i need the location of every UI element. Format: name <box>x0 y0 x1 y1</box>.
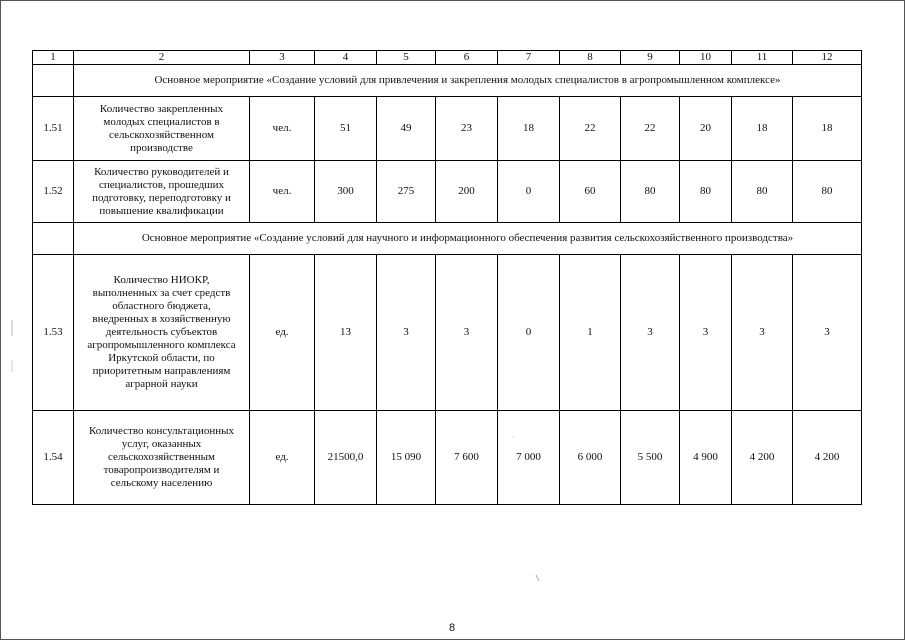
name-line: сельскохозяйственном <box>109 128 214 141</box>
unit-cell: чел. <box>250 161 315 223</box>
value-cell: 3 <box>621 255 680 411</box>
value-cell: 200 <box>436 161 498 223</box>
header-cell: 11 <box>732 51 793 65</box>
unit-cell: ед. <box>250 411 315 505</box>
value-cell: 13 <box>315 255 377 411</box>
name-line: областного бюджета, <box>112 300 211 312</box>
value-cell: 80 <box>732 161 793 223</box>
value-cell: 0 <box>498 161 560 223</box>
name-line: приоритетным направлениям <box>92 365 231 377</box>
value-cell: 80 <box>793 161 862 223</box>
value-cell: 4 200 <box>793 411 862 505</box>
header-row <box>33 51 862 65</box>
value-cell: 21500,0 <box>315 411 377 505</box>
indicator-name <box>74 255 250 411</box>
table-row <box>33 161 862 223</box>
value-cell: 3 <box>680 255 732 411</box>
value-cell: 7 000 <box>498 411 560 505</box>
table-row <box>33 255 862 411</box>
value-cell: 4 900 <box>680 411 732 505</box>
section-number-cell <box>33 223 74 255</box>
indicator-name <box>74 161 250 223</box>
name-line: сельскохозяйственным <box>108 451 215 463</box>
row-number: 1.54 <box>33 411 74 505</box>
row-number: 1.52 <box>33 161 74 223</box>
section-title: Основное мероприятие «Создание условий для привлечения и закрепления молодых специалистов в агропромышленном комплексе» <box>74 65 862 97</box>
name-line: Количество закрепленных <box>99 102 224 115</box>
value-cell: 80 <box>680 161 732 223</box>
value-cell: 15 090 <box>377 411 436 505</box>
header-cell: 10 <box>680 51 732 65</box>
name-line: товаропроизводителям и <box>103 464 220 476</box>
header-cell: 3 <box>250 51 315 65</box>
unit-cell: чел. <box>250 97 315 161</box>
header-cell: 1 <box>33 51 74 65</box>
value-cell: 80 <box>621 161 680 223</box>
table-row <box>33 411 862 505</box>
value-cell: 0 <box>498 255 560 411</box>
section-row <box>33 223 862 255</box>
indicators-table <box>32 50 862 505</box>
name-line: Количество руководителей и <box>94 165 229 178</box>
value-cell: 49 <box>377 97 436 161</box>
header-cell: 9 <box>621 51 680 65</box>
indicator-name <box>74 97 250 161</box>
value-cell: 6 000 <box>560 411 621 505</box>
value-cell: 5 500 <box>621 411 680 505</box>
name-line: внедренных в хозяйственную <box>92 313 231 325</box>
value-cell: 3 <box>377 255 436 411</box>
section-title: Основное мероприятие «Создание условий для научного и информационного обеспечения развития сельскохозяйственного производства» <box>74 223 862 255</box>
header-cell: 5 <box>377 51 436 65</box>
name-line: сельскому населению <box>110 477 213 489</box>
value-cell: 22 <box>621 97 680 161</box>
indicator-name <box>74 411 250 505</box>
name-line: Количество консультационных <box>88 425 235 437</box>
value-cell: 4 200 <box>732 411 793 505</box>
header-cell: 2 <box>74 51 250 65</box>
value-cell: 51 <box>315 97 377 161</box>
value-cell: 3 <box>436 255 498 411</box>
value-cell: 18 <box>498 97 560 161</box>
name-line: аграрной науки <box>125 378 198 390</box>
row-number: 1.53 <box>33 255 74 411</box>
name-line: выполненных за счет средств <box>92 287 231 299</box>
unit-cell: ед. <box>250 255 315 411</box>
name-line: Иркутской области, по <box>108 352 215 364</box>
name-line: молодых специалистов в <box>103 115 220 128</box>
value-cell: 23 <box>436 97 498 161</box>
header-cell: 7 <box>498 51 560 65</box>
name-line: услуг, оказанных <box>121 438 202 450</box>
value-cell: 275 <box>377 161 436 223</box>
header-cell: 4 <box>315 51 377 65</box>
section-number-cell <box>33 65 74 97</box>
value-cell: 18 <box>793 97 862 161</box>
name-line: производстве <box>130 141 193 154</box>
name-line: деятельность субъектов <box>105 326 218 338</box>
value-cell: 3 <box>732 255 793 411</box>
name-line: подготовку, переподготовку и <box>92 191 231 204</box>
header-cell: 6 <box>436 51 498 65</box>
name-line: Количество НИОКР, <box>113 274 210 286</box>
value-cell: 7 600 <box>436 411 498 505</box>
value-cell: 300 <box>315 161 377 223</box>
value-cell: 20 <box>680 97 732 161</box>
header-cell: 8 <box>560 51 621 65</box>
value-cell: 18 <box>732 97 793 161</box>
value-cell: 3 <box>793 255 862 411</box>
page-number: 8 <box>448 622 456 634</box>
value-cell: 60 <box>560 161 621 223</box>
table-row <box>33 97 862 161</box>
section-row <box>33 65 862 97</box>
row-number: 1.51 <box>33 97 74 161</box>
name-line: специалистов, прошедших <box>98 178 225 191</box>
name-line: повышение квалификации <box>99 204 224 217</box>
value-cell: 1 <box>560 255 621 411</box>
name-line: агропромышленного комплекса <box>87 339 236 351</box>
header-cell: 12 <box>793 51 862 65</box>
value-cell: 22 <box>560 97 621 161</box>
